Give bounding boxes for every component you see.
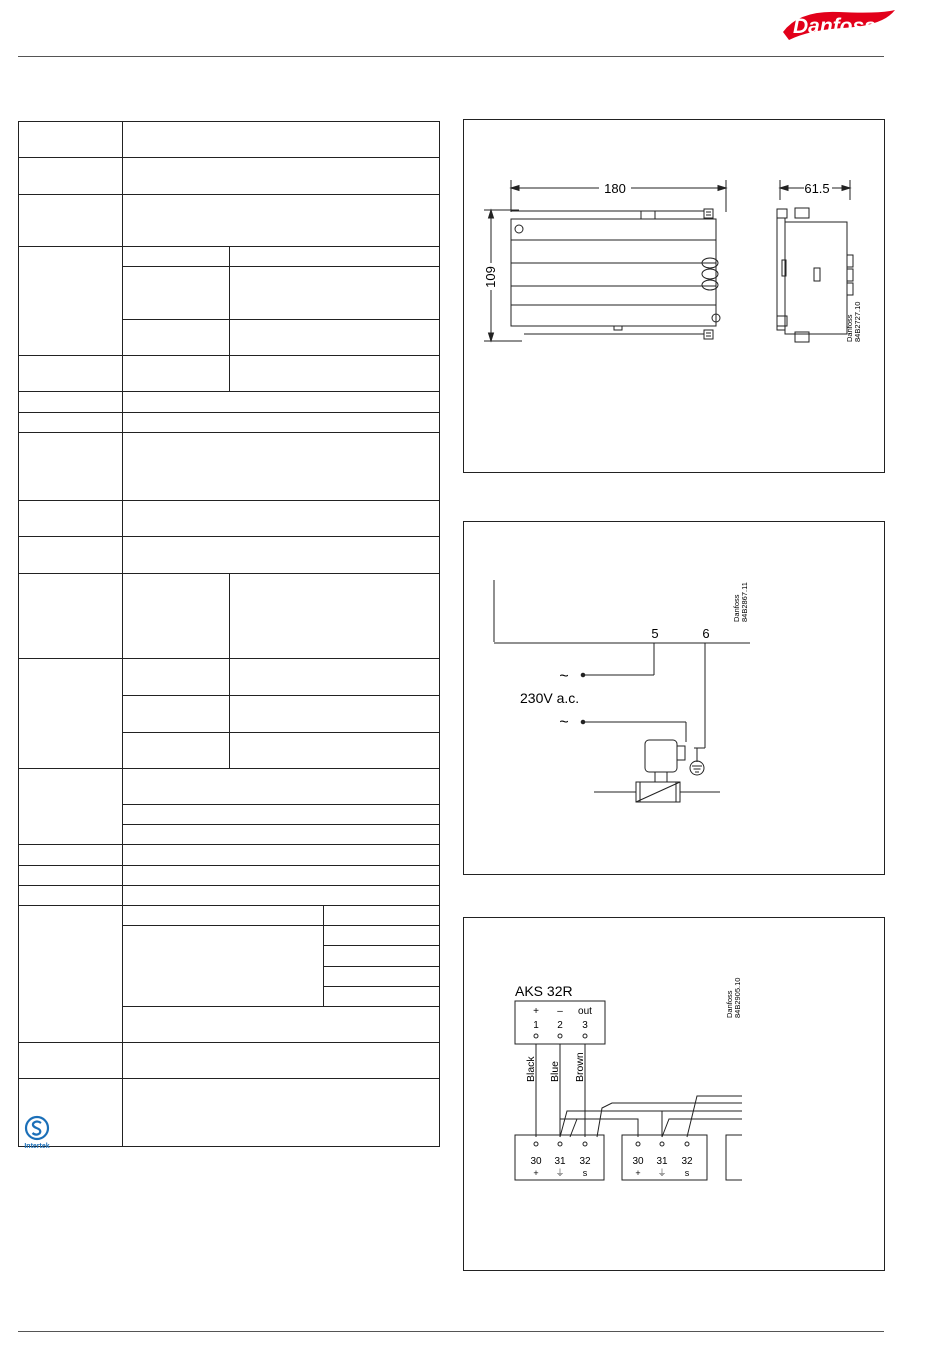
terminal-30-sub: + bbox=[533, 1168, 539, 1178]
ac-symbol-2: ~ bbox=[559, 714, 569, 731]
terminal-6-label: 6 bbox=[702, 626, 710, 641]
terminal-30-sub-2: + bbox=[635, 1168, 641, 1178]
drawing-code-brand: Danfoss bbox=[845, 314, 854, 342]
specification-table bbox=[18, 121, 440, 1147]
danfoss-logo bbox=[779, 6, 899, 44]
footer-rule bbox=[18, 1331, 884, 1332]
terminal-30-label-2: 30 bbox=[632, 1156, 644, 1167]
depth-dimension-label: 61.5 bbox=[804, 181, 830, 196]
sensor-pin-3-polarity: out bbox=[578, 1006, 592, 1017]
intertek-text: Intertek bbox=[24, 1143, 50, 1150]
sensor-pin-1-number: 1 bbox=[533, 1020, 539, 1031]
drawing-code-number: 84B2727.10 bbox=[853, 301, 862, 342]
intertek-certification-logo bbox=[22, 1115, 52, 1151]
wire-color-blue: Blue bbox=[549, 1060, 561, 1082]
drawing-code-number: 84B2905.10 bbox=[733, 977, 742, 1018]
wire-color-brown: Brown bbox=[574, 1052, 586, 1082]
terminal-32-label-2: 32 bbox=[681, 1156, 693, 1167]
terminal-32-sub-2: s bbox=[684, 1168, 690, 1178]
drawing-code-brand: Danfoss bbox=[725, 990, 734, 1018]
dimension-drawing-panel bbox=[463, 119, 885, 473]
sensor-pin-1-polarity: + bbox=[533, 1006, 539, 1017]
sensor-pin-3-number: 3 bbox=[582, 1020, 588, 1031]
sensor-pin-2-polarity: – bbox=[557, 1006, 563, 1017]
valve-wiring-panel bbox=[463, 521, 885, 875]
supply-voltage-label: 230V a.c. bbox=[520, 690, 580, 706]
terminal-32-sub: s bbox=[582, 1168, 588, 1178]
sensor-name: AKS 32R bbox=[515, 983, 573, 999]
terminal-31-sub: ⏚ bbox=[555, 1168, 565, 1178]
ac-symbol-1: ~ bbox=[559, 668, 569, 685]
terminal-31-label: 31 bbox=[554, 1156, 566, 1167]
width-dimension-label: 180 bbox=[604, 181, 626, 196]
sensor-wiring-panel bbox=[463, 917, 885, 1271]
sensor-pin-2-number: 2 bbox=[557, 1020, 563, 1031]
wire-color-black: Black bbox=[525, 1056, 537, 1082]
header-rule bbox=[18, 56, 884, 57]
terminal-32-label: 32 bbox=[579, 1156, 591, 1167]
drawing-code-brand: Danfoss bbox=[732, 594, 741, 622]
height-dimension-label: 109 bbox=[483, 266, 498, 288]
terminal-5-label: 5 bbox=[651, 626, 659, 641]
logo-text: Danfoss bbox=[793, 15, 876, 38]
terminal-31-sub-2: ⏚ bbox=[657, 1168, 667, 1178]
terminal-31-label-2: 31 bbox=[656, 1156, 668, 1167]
terminal-30-label: 30 bbox=[530, 1156, 542, 1167]
drawing-code-number: 84B2867.11 bbox=[740, 582, 749, 622]
